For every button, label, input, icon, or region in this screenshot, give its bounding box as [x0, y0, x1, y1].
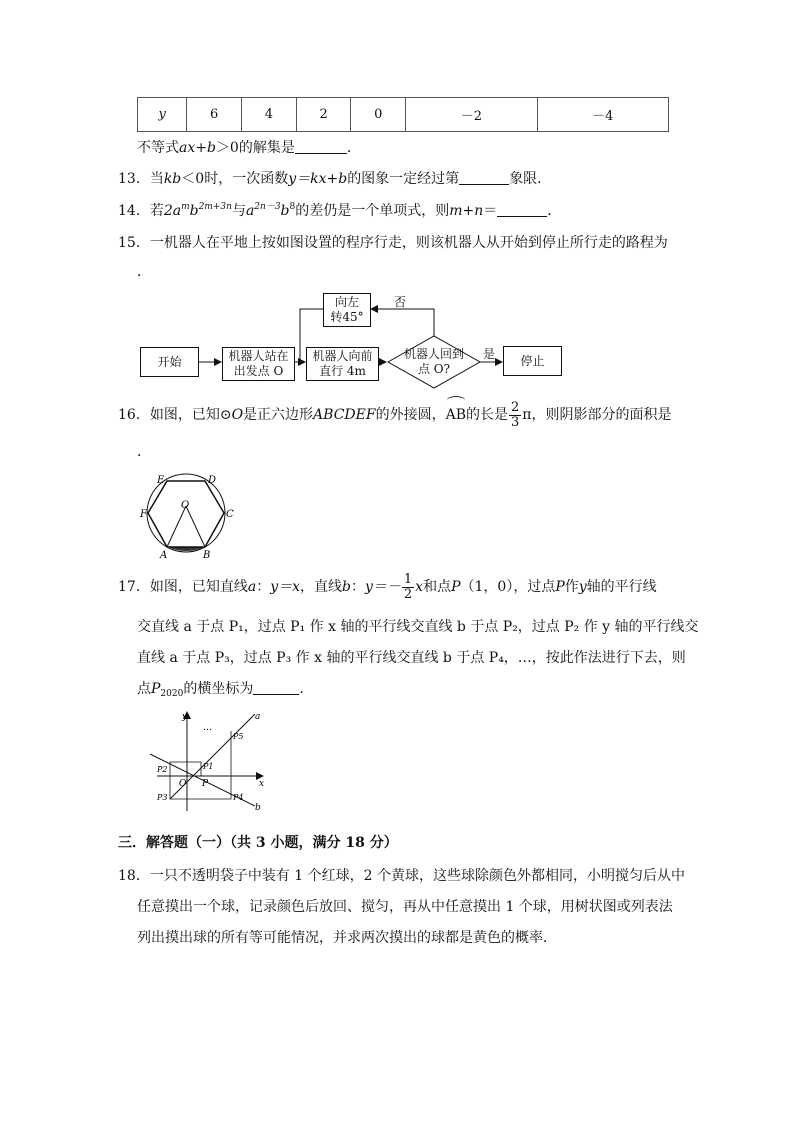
- point-label-p3: P3: [157, 793, 168, 802]
- table-cell: 6: [187, 98, 242, 132]
- regular-hexagon: [148, 481, 224, 547]
- answer-blank[interactable]: [459, 170, 509, 185]
- answer-blank[interactable]: [295, 139, 347, 154]
- hexagon-circle-figure: [138, 470, 238, 560]
- point-label-p2: P2: [157, 765, 168, 774]
- flow-label-no: 否: [394, 295, 407, 309]
- flow-stop: 停止: [503, 346, 562, 376]
- point-label-b: B: [203, 550, 211, 560]
- decision-label: 机器人回到 点 O?: [403, 347, 464, 376]
- point-label-o: O: [181, 500, 190, 511]
- question-17-line-1: 17．如图，已知直线a：y＝x，直线b：y＝－ $\frac{1}{2}$ x和点P（1，0），过点P作y轴的平行线: [118, 571, 657, 602]
- question-18-line-2: 任意摸出一个球，记录颜色后放回、搅匀，再从中任意摸出 1 个球，用树状图或列表法: [137, 899, 673, 915]
- question-14: 14．若$2a^mb^{2m+3n}$与$a^{2n-3}b^8$的差仍是一个单项式，则m+n＝ ．: [118, 202, 562, 219]
- flow-arrow-no: [371, 309, 434, 336]
- value-table: [137, 97, 669, 132]
- table-cell: －2: [406, 98, 537, 132]
- question-18-line-3: 列出摸出球的所有等可能情况，并求两次摸出的球都是黄色的概率．: [137, 930, 557, 946]
- arc-ab: AB: [446, 400, 466, 430]
- point-label-a: A: [160, 550, 168, 560]
- question-16: 16．如图，已知⊙O是正六边形ABCDEF的外接圆，AB的长是 $\frac{2}{3}$ π，则阴影部分的面积是: [118, 399, 672, 430]
- point-label-f: F: [140, 509, 147, 520]
- fraction: $\frac{1}{2}$: [403, 571, 413, 602]
- table-cell: －4: [537, 98, 668, 132]
- flow-box-start-position: 机器人站在 出发点 O: [222, 347, 295, 381]
- point-label-p5: P5: [233, 732, 244, 741]
- point-label-e: E: [157, 475, 165, 486]
- section-3-title: 三．解答题（一）（共 3 小题，满分 18 分）: [118, 835, 398, 851]
- answer-blank[interactable]: [497, 202, 547, 217]
- flow-label-yes: 是: [483, 347, 496, 361]
- question-17-line-4: 点$P_{2020}$的横坐标为 ．: [137, 681, 314, 699]
- question-12-tail: 不等式ax+b＞0的解集是 ．: [137, 140, 361, 156]
- question-15: 15．一机器人在平地上按如图设置的程序行走，则该机器人从开始到停止所行走的路程为: [118, 235, 668, 251]
- question-16-tail: ．: [137, 444, 151, 460]
- point-label-p: P: [202, 779, 209, 789]
- point-label-p4: P4: [233, 793, 244, 802]
- ellipsis-label: …: [203, 723, 212, 733]
- table-cell: 0: [351, 98, 406, 132]
- flow-box-move-forward: 机器人向前 直行 4m: [306, 347, 379, 381]
- axis-label-y: y: [182, 712, 188, 722]
- origin-label: O: [179, 779, 187, 789]
- coordinate-figure: [145, 706, 270, 816]
- answer-blank[interactable]: [253, 680, 299, 695]
- fraction: $\frac{2}{3}$: [510, 399, 520, 430]
- point-label-c: C: [226, 509, 234, 520]
- question-17-line-3: 直线 a 于点 P₃，过点 P₃ 作 x 轴的平行线交直线 b 于点 P₄，…，按此作法进行下去，则: [137, 650, 686, 666]
- point-label-d: D: [208, 475, 217, 486]
- flow-start: 开始: [140, 347, 199, 377]
- question-15-tail: ．: [137, 264, 151, 280]
- table-cell: 4: [242, 98, 297, 132]
- axis-label-x: x: [259, 779, 265, 789]
- question-13: 13．当kb＜0时，一次函数y＝kx+b的图象一定经过第 象限．: [118, 171, 552, 187]
- line-label-a: a: [255, 712, 261, 722]
- line-label-b: b: [255, 803, 261, 813]
- table-cell: 2: [296, 98, 351, 132]
- flow-box-turn-left: 向左 转45°: [323, 293, 371, 327]
- table-row-label: y: [138, 98, 187, 132]
- table-row: [138, 98, 669, 132]
- point-label-p1: P1: [203, 762, 214, 771]
- question-18-line-1: 18．一只不透明袋子中装有 1 个红球，2 个黄球，这些球除颜色外都相同，小明搅匀后从中: [118, 868, 685, 884]
- radius-ob: [186, 506, 205, 547]
- question-17-line-2: 交直线 a 于点 P₁，过点 P₁ 作 x 轴的平行线交直线 b 于点 P₂，过点 P₂ 作 y 轴的平行线交: [137, 619, 699, 635]
- radius-oa: [167, 506, 186, 547]
